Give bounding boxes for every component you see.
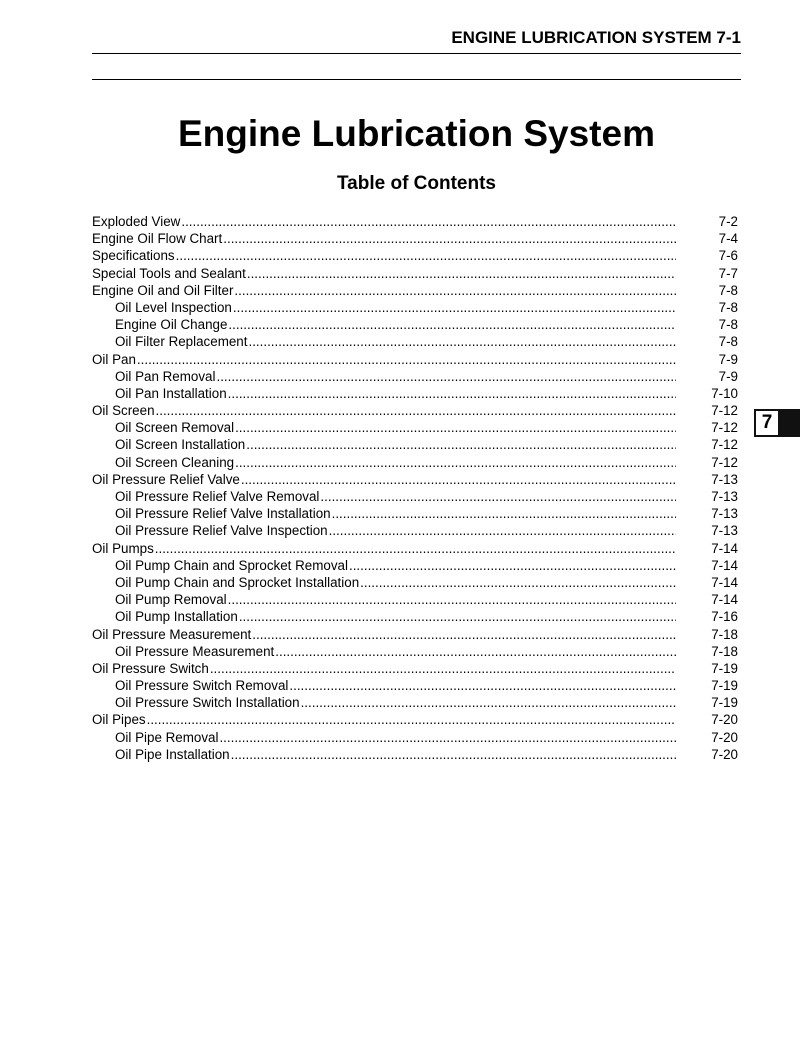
dot-leader (233, 299, 676, 316)
dot-leader (216, 368, 676, 385)
toc-entry[interactable] (92, 626, 738, 643)
toc-entry-title: Oil Pipe Removal (115, 729, 219, 745)
toc-entry-title: Engine Oil Change (115, 317, 228, 333)
toc-entry[interactable] (92, 402, 738, 419)
toc-page-number: 7-19 (711, 660, 738, 676)
toc-entry[interactable] (92, 351, 738, 368)
dot-leader (181, 213, 676, 230)
toc-entry[interactable] (92, 540, 738, 557)
toc-entry-title: Engine Oil and Oil Filter (92, 282, 234, 298)
toc-subentry[interactable] (92, 694, 738, 711)
toc-entry-title: Oil Pressure Measurement (92, 626, 252, 642)
toc-subentry[interactable] (92, 574, 738, 591)
toc-entry-title: Oil Pressure Relief Valve Removal (115, 489, 320, 504)
toc-page-number: 7-13 (711, 489, 738, 504)
dot-leader (241, 471, 676, 488)
running-header: ENGINE LUBRICATION SYSTEM 7-1 (451, 28, 741, 47)
page-title: Engine Lubrication System (178, 113, 655, 154)
toc-entry-title: Oil Screen Cleaning (115, 454, 235, 470)
toc-entry-title: Oil Screen Removal (115, 420, 235, 436)
toc-entry-title: Oil Filter Replacement (115, 334, 248, 350)
toc-entry-title: Oil Pressure Relief Valve Inspection (115, 523, 328, 539)
header-rule-top (92, 53, 741, 54)
toc-subentry[interactable] (92, 677, 738, 694)
toc-subentry[interactable] (92, 299, 738, 316)
toc-entry-title: Oil Pump Chain and Sprocket Removal (115, 557, 348, 573)
dot-leader (156, 402, 676, 419)
toc-entry-title: Specifications (92, 248, 175, 264)
toc-page-number: 7-8 (718, 282, 738, 298)
dot-leader (137, 351, 676, 368)
toc-page-number: 7-14 (711, 592, 738, 608)
toc-entry-title: Oil Pan Installation (115, 385, 227, 401)
dot-leader (235, 419, 676, 436)
toc-entry[interactable] (92, 230, 738, 247)
toc-subentry[interactable] (92, 385, 738, 402)
toc-subentry[interactable] (92, 333, 738, 350)
toc-subentry[interactable] (92, 419, 738, 436)
toc-entry-title: Oil Pressure Switch Removal (115, 678, 289, 694)
toc-page-number: 7-14 (711, 574, 738, 590)
dot-leader (252, 626, 676, 643)
toc-subentry[interactable] (92, 643, 738, 660)
toc-entry-title: Oil Level Inspection (115, 299, 232, 315)
toc-page-number: 7-7 (718, 265, 738, 281)
toc-entry-title: Oil Pan Removal (115, 368, 216, 384)
toc-entry-title: Special Tools and Sealant (92, 265, 246, 281)
toc-subentry[interactable] (92, 436, 738, 453)
dot-leader (332, 505, 676, 522)
toc-page-number: 7-14 (711, 540, 738, 556)
header-rule-bottom (92, 79, 741, 80)
dot-leader (228, 385, 676, 402)
dot-leader (349, 557, 676, 574)
toc-page-number: 7-14 (711, 557, 738, 573)
toc-entry[interactable] (92, 711, 738, 728)
toc-entry-title: Oil Pumps (92, 540, 154, 556)
dot-leader (289, 677, 676, 694)
toc-page-number: 7-2 (718, 214, 738, 229)
toc-page-number: 7-8 (718, 334, 738, 350)
toc-page-number: 7-19 (711, 695, 738, 711)
toc-entry[interactable] (92, 471, 738, 488)
toc-page-number: 7-10 (711, 385, 738, 401)
toc-entry-title: Engine Oil Flow Chart (92, 231, 223, 247)
toc-subentry[interactable] (92, 368, 738, 385)
dot-leader (176, 247, 676, 264)
dot-leader (228, 316, 676, 333)
toc-page-number: 7-16 (711, 609, 738, 625)
dot-leader (320, 488, 676, 505)
toc-page-number: 7-13 (711, 506, 738, 522)
toc-subentry[interactable] (92, 316, 738, 333)
toc-entry-title: Oil Pressure Relief Valve Installation (115, 506, 331, 522)
dot-leader (275, 643, 676, 660)
toc-entry-title: Oil Pressure Switch (92, 660, 209, 676)
toc-page-number: 7-4 (718, 231, 738, 247)
dot-leader (155, 540, 676, 557)
toc-subentry[interactable] (92, 557, 738, 574)
toc-heading: Table of Contents (336, 173, 497, 194)
toc-subentry[interactable] (92, 591, 738, 608)
toc-page-number: 7-20 (711, 712, 738, 728)
toc-entry[interactable] (92, 265, 738, 282)
dot-leader (360, 574, 676, 591)
toc-page-number: 7-19 (711, 678, 738, 694)
toc-entry[interactable] (92, 213, 738, 230)
dot-leader (147, 711, 676, 728)
toc-page-number: 7-18 (711, 643, 738, 659)
dot-leader (246, 436, 676, 453)
toc-page-number: 7-9 (718, 368, 738, 384)
toc-entry[interactable] (92, 282, 738, 299)
toc-entry-title: Oil Pipes (92, 712, 146, 728)
toc-entry-title: Oil Pressure Measurement (115, 643, 275, 659)
toc-page-number: 7-20 (711, 746, 738, 762)
toc-page-number: 7-12 (711, 454, 738, 470)
toc-entry-title: Oil Pressure Relief Valve (92, 471, 240, 487)
toc-page-number: 7-12 (711, 437, 738, 453)
dot-leader (228, 591, 676, 608)
toc-entry-title: Oil Pressure Switch Installation (115, 695, 300, 711)
dot-leader (329, 522, 676, 539)
toc-entry[interactable] (92, 247, 738, 264)
toc-subentry[interactable] (92, 729, 738, 746)
toc-subentry[interactable] (92, 454, 738, 471)
dot-leader (235, 454, 676, 471)
toc-page-number: 7-6 (718, 248, 738, 264)
dot-leader (231, 746, 676, 763)
toc-entry-title: Oil Pipe Installation (115, 746, 230, 762)
toc-page-number: 7-9 (718, 351, 738, 367)
toc-entry[interactable] (92, 660, 738, 677)
table-of-contents (92, 213, 738, 763)
toc-entry-title: Oil Pump Installation (115, 609, 238, 625)
toc-page-number: 7-12 (711, 420, 738, 436)
toc-entry-title: Oil Pump Removal (115, 592, 227, 608)
toc-entry-title: Oil Screen Installation (115, 437, 246, 453)
chapter-tab-number: 7 (756, 411, 778, 435)
toc-subentry[interactable] (92, 488, 738, 505)
toc-entry-title: Oil Pan (92, 351, 136, 367)
toc-entry-title: Exploded View (92, 214, 181, 229)
toc-page-number: 7-8 (718, 317, 738, 333)
toc-entry-title: Oil Pump Chain and Sprocket Installation (115, 574, 360, 590)
toc-subentry[interactable] (92, 505, 738, 522)
dot-leader (234, 282, 676, 299)
dot-leader (210, 660, 676, 677)
chapter-tab (754, 409, 800, 437)
toc-page-number: 7-13 (711, 471, 738, 487)
toc-subentry[interactable] (92, 522, 738, 539)
dot-leader (219, 729, 676, 746)
toc-page-number: 7-20 (711, 729, 738, 745)
toc-page-number: 7-18 (711, 626, 738, 642)
toc-entry-title: Oil Screen (92, 403, 155, 419)
dot-leader (239, 608, 676, 625)
dot-leader (248, 333, 676, 350)
toc-subentry[interactable] (92, 746, 738, 763)
toc-page-number: 7-12 (711, 403, 738, 419)
dot-leader (247, 265, 676, 282)
dot-leader (223, 230, 676, 247)
toc-page-number: 7-13 (711, 523, 738, 539)
toc-subentry[interactable] (92, 608, 738, 625)
dot-leader (301, 694, 676, 711)
toc-page-number: 7-8 (718, 299, 738, 315)
